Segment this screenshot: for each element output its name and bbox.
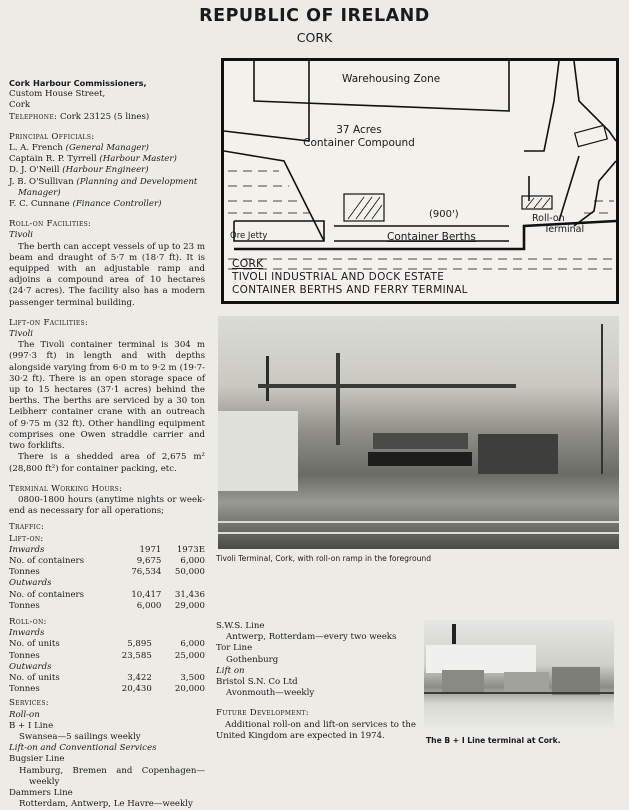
- rollon-facilities-heading: Roll-on Facilities:: [9, 219, 92, 230]
- lifton-text: The Tivoli container terminal is 304 m (997·3 ft) in length and with depths alongside varying from 6·0 m to 9·2 m (19·7-30·2 ft). There is an open storage space of up to 15 hectares (37·1 acres) behind the berths. The berths are serviced by a 30 ton Leibherr container crane with an outreach of 9·75 m (32 ft). Other handling equipment comprises one Owen straddle carrier and two forklifts.: [9, 340, 205, 452]
- official-item: D. J. O'Neill (Harbour Engineer): [9, 165, 149, 176]
- traffic-heading: Traffic:: [9, 522, 45, 533]
- telephone: Telephone: Cork 23125 (5 lines): [9, 111, 150, 122]
- map-title: TIVOLI INDUSTRIAL AND DOCK ESTATE CONTAINER BERTHS AND FERRY TERMINAL: [232, 271, 468, 296]
- future-development-heading: Future Development:: [216, 708, 310, 719]
- service-route: Gothenburg: [226, 654, 279, 665]
- traffic-lifton-heading: Lift-on:: [9, 533, 44, 544]
- table-row: Tonnes 6,000 29,000: [9, 600, 205, 611]
- working-hours-text: 0800-1800 hours (anytime nights or week-end as necessary for all operations;: [9, 494, 205, 517]
- address-line: Custom House Street,: [9, 89, 106, 100]
- rollon-location: Tivoli: [9, 230, 34, 241]
- map-label-warehousing: Warehousing Zone: [342, 73, 441, 85]
- table-row: No. of units 3,422 3,500: [9, 672, 205, 683]
- services-rollon-label: Roll-on: [9, 709, 40, 720]
- service-route: Hamburg, Bremen and Copenhagen—weekly: [19, 765, 205, 787]
- table-row: No. of containers 10,417 31,436: [9, 589, 205, 600]
- page-title-country: REPUBLIC OF IRELAND: [199, 6, 430, 26]
- service-line-bugsier: Bugsier Line: [9, 754, 65, 765]
- ferry-funnel-shape: [452, 624, 456, 644]
- table-row: Tonnes 23,585 25,000: [9, 650, 205, 661]
- services-lifton-label: Lift on: [216, 665, 245, 676]
- photo-caption-tivoli: Tivoli Terminal, Cork, with roll-on ramp in the foreground: [216, 554, 432, 563]
- service-route: Swansea—5 sailings weekly: [19, 731, 141, 742]
- table-row: Tonnes 76,534 50,000: [9, 567, 205, 578]
- rollon-text: The berth can accept vessels of up to 23 m beam and draught of 5·7 m (18·7 ft). It is equipped with an adjustable ramp and adjoins a compound area of 10 hectares (24·7 acres). The facility also has a modern passenger terminal building.: [9, 241, 205, 308]
- railing-shape: [218, 521, 619, 523]
- containers-shape: [368, 452, 472, 466]
- services-lifton-conv-label: Lift-on and Conventional Services: [9, 743, 157, 754]
- map-drawing: [224, 61, 616, 301]
- authority-name: Cork Harbour Commissioners,: [9, 78, 147, 88]
- lifton-text-shed: There is a shedded area of 2,675 m² (28,800 ft²) for container packing, etc.: [9, 452, 205, 474]
- working-hours-heading: Terminal Working Hours:: [9, 483, 123, 494]
- map-label-cork: CORK: [232, 257, 264, 270]
- official-item: F. C. Cunnane (Finance Controller): [9, 199, 162, 210]
- service-line-bristol: Bristol S.N. Co Ltd: [216, 677, 298, 688]
- photo-caption-bi-line: The B + I Line terminal at Cork.: [426, 736, 561, 745]
- lifton-location: Tivoli: [9, 329, 34, 340]
- left-column: [9, 78, 205, 810]
- official-item: J. B. O'Sullivan (Planning and Development Manager): [9, 176, 198, 198]
- map-label-compound: 37 Acres Container Compound: [303, 124, 415, 149]
- ship-hull-shape: [218, 411, 298, 491]
- services-heading: Services:: [9, 698, 49, 709]
- future-development-text: Additional roll-on and lift-on services to the United Kingdom are expected in 1974.: [216, 719, 416, 741]
- service-route: Rotterdam, Antwerp, Le Havre—weekly: [19, 799, 193, 810]
- trailer-shape: [442, 670, 484, 692]
- map-label-jetty: Ore Jetty: [230, 231, 268, 241]
- service-line-sws: S.W.S. Line: [216, 621, 265, 631]
- officials-heading: Principal Officials:: [9, 131, 95, 142]
- page-subtitle-city: CORK: [296, 30, 333, 45]
- official-item: Captain R. P. Tyrrell (Harbour Master): [9, 154, 177, 165]
- map-label-berths: Container Berths: [387, 231, 476, 243]
- map-label-rollon: Roll-on Terminal: [532, 213, 585, 235]
- table-row: Tonnes 20,430 20,000: [9, 684, 205, 695]
- table-row: No. of containers 9,675 6,000: [9, 555, 205, 566]
- service-line-tor: Tor Line: [216, 643, 253, 654]
- service-route: Avonmouth—weekly: [226, 688, 315, 699]
- lifton-traffic-table: Inwards 1971 1973E No. of containers 9,675 6,000 Tonnes 76,534 50,000 Outwards No. of containers 10,417 31,436 Tonnes 6,000 29,000: [9, 544, 205, 611]
- service-route: Antwerp, Rotterdam—every two weeks: [226, 632, 397, 643]
- ferry-hull-shape: [426, 645, 536, 673]
- table-row: No. of units 5,895 6,000: [9, 639, 205, 650]
- crane-boom-shape: [258, 384, 516, 388]
- photo-tivoli-terminal: [218, 316, 619, 549]
- official-item: L. A. French (General Manager): [9, 143, 149, 154]
- ship-mast-shape: [266, 356, 269, 401]
- address-line: Cork: [9, 100, 31, 111]
- lifton-facilities-heading: Lift-on Facilities:: [9, 317, 89, 328]
- photo-bi-line-terminal: [424, 620, 614, 732]
- services-continued: [216, 621, 416, 742]
- service-line-dammers: Dammers Line: [9, 787, 73, 798]
- terminal-map: [221, 58, 619, 304]
- service-line-bi: B + I Line: [9, 720, 54, 731]
- rollon-traffic-table: Inwards No. of units 5,895 6,000 Tonnes 23,585 25,000 Outwards No. of units 3,422 3,500 Tonnes 20,430 20,000: [9, 628, 205, 695]
- map-label-length: (900'): [429, 209, 459, 220]
- traffic-rollon-heading: Roll-on:: [9, 616, 47, 627]
